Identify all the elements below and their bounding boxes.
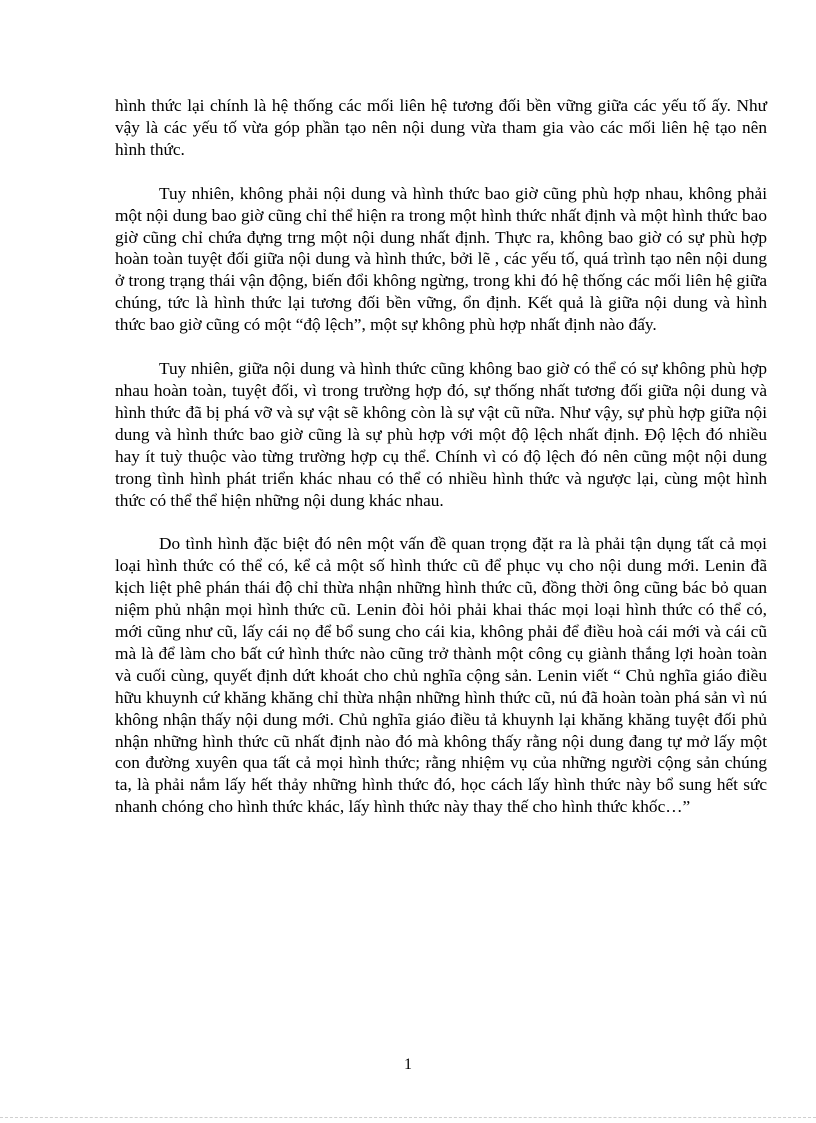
paragraph-1: hình thức lại chính là hệ thống các mối liên hệ tương đối bền vững giữa các yếu tố ấy. Như vậy là các yếu tố vừa góp phần tạo nên nội dung vừa tham gia vào các mối liên hệ tạo nên hình thức. — [115, 96, 767, 159]
paragraph-2: Tuy nhiên, không phải nội dung và hình thức bao giờ cũng phù hợp nhau, không phải một nội dung bao giờ cũng chỉ thể hiện ra trong một hình thức nhất định và một hình thức bao giờ cũng chỉ chứa đựng trng một nội dung nhất định. Thực ra, không bao giờ có sự phù hợp hoàn toàn tuyệt đối giữa nội dung và hình thức, bởi lẽ , các yếu tố, quá trình tạo nên nội dung ở trong trạng thái vận động, biến đổi không ngừng, trong khi đó hệ thống các mối liên hệ giữa chúng, tức là hình thức lại tương đối bền vững, ổn định. Kết quả là giữa nội dung và hình thức bao giờ cũng có một “độ lệch”, một sự không phù hợp nhất định nào đấy. — [115, 183, 767, 335]
paragraph-4: Do tình hình đặc biệt đó nên một vấn đề quan trọng đặt ra là phải tận dụng tất cả mọi loại hình thức có thể có, kể cả một số hình thức cũ để phục vụ cho nội dung mới. Lenin đã kịch liệt phê phán thái độ chỉ thừa nhận những hình thức cũ, đồng thời ông cũng bác bỏ quan niệm phủ nhận mọi hình thức cũ. Lenin đòi hỏi phải khai thác mọi loại hình thức có thể có, mới cũng như cũ, lấy cái nọ để bổ sung cho cái kia, không phải để điều hoà cái mới và cái cũ mà là để làm cho bất cứ hình thức nào cũng trở thành một công cụ giành thắng lợi hoàn toàn và cuối cùng, quyết định dứt khoát cho chủ nghĩa cộng sản. Lenin viết “ Chủ nghĩa giáo điều hữu khuynh cứ khăng khăng chỉ thừa nhận những hình thức cũ, nú đã hoàn toàn phá sản vì nú không nhận thấy nội dung mới. Chủ nghĩa giáo điều tả khuynh lại khăng khăng tuyệt đối phủ nhận những hình thức cũ nhất định nào đó mà không thấy rằng nội dung đang tự mở lấy một con đường xuyên qua tất cả mọi hình thức; rằng nhiệm vụ của những người cộng sản chúng ta, là phải nắm lấy hết thảy những hình thức đó, học cách lấy hình thức này bổ sung hết sức nhanh chóng cho hình thức khác, lấy hình thức này thay thế cho hình thức khốc…” — [115, 534, 767, 817]
page-number: 1 — [404, 1056, 412, 1073]
paragraph-3: Tuy nhiên, giữa nội dung và hình thức cũng không bao giờ có thể có sự không phù hợp nhau hoàn toàn, tuyệt đối, vì trong trường hợp đó, sự thống nhất tương đối giữa nội dung và hình thức đã bị phá vỡ và sự vật sẽ không còn là sự vật cũ nữa. Như vậy, sự phù hợp giữa nội dung và hình thức bao giờ cũng là sự phù hợp với một độ lệch nhất định. Độ lệch đó nhiều hay ít tuỳ thuộc vào từng trường hợp cụ thể. Chính vì có độ lệch đó nên cũng một nội dung trong tình hình phát triển khác nhau có thể có nhiều hình thức và ngược lại, cùng một hình thức có thể thể hiện những nội dung khác nhau. — [115, 359, 767, 510]
page-bottom-divider — [0, 1117, 816, 1118]
body-text — [115, 95, 767, 818]
